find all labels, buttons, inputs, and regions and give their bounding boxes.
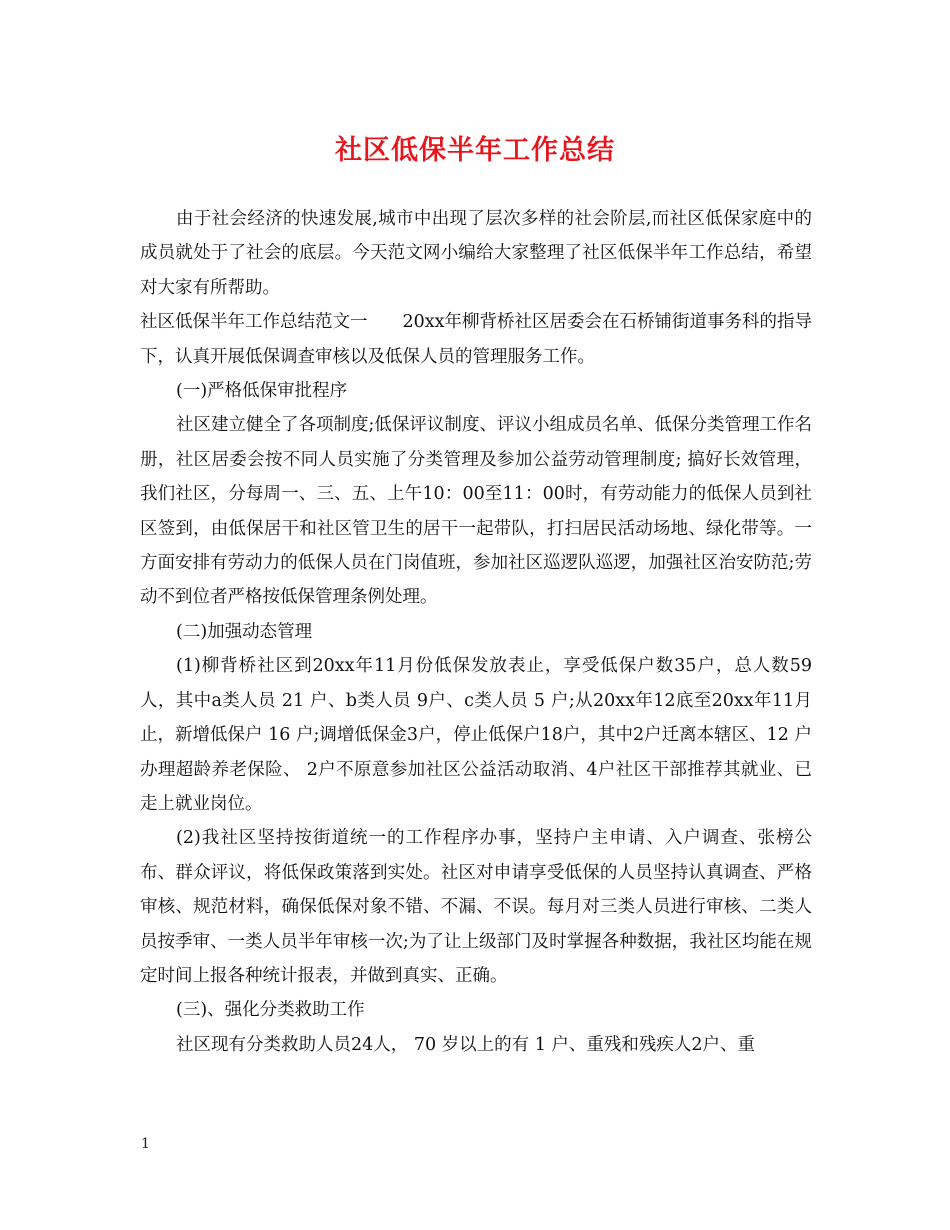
paragraph-intro: 由于社会经济的快速发展,城市中出现了层次多样的社会阶层,而社区低保家庭中的成员就处于了社会的底层。今天范文网小编给大家整理了社区低保半年工作总结，希望对大家有所帮助。 [140, 209, 812, 298]
paragraph-dynamic-1: (1)柳背桥社区到20xx年11月份低保发放表止，享受低保户数35户，总人数59人，其中a类人员 21 户、b类人员 9户、c类人员 5 户;从20xx年12底至20xx年11月止，新增低保户 16 户;调增低保金3户，停止低保户18户，其中2户迁离本辖区、12 户办理超龄养老保险、 2户不原意参加社区公益活动取消、4户社区干部推荐其就业、已走上就业岗位。 [140, 656, 812, 814]
page-title: 社区低保半年工作总结 [335, 135, 615, 166]
paragraph-assistance: 社区现有分类救助人员24人， 70 岁以上的有 1 户、重残和残疾人2户、重 [176, 1034, 756, 1055]
page-number: 1 [141, 1136, 150, 1152]
document-body [140, 202, 812, 1062]
section-heading-assistance: (三)、强化分类救助工作 [176, 1000, 365, 1021]
section-heading-approval: (一)严格低保审批程序 [176, 381, 348, 402]
section-heading-dynamic: (二)加强动态管理 [176, 621, 313, 642]
paragraph-sample-heading: 社区低保半年工作总结范文一 20xx年柳背桥社区居委会在石桥铺街道事务科的指导下，认真开展低保调查审核以及低保人员的管理服务工作。 [140, 312, 813, 367]
paragraph-dynamic-2: (2)我社区坚持按街道统一的工作程序办事，坚持户主申请、入户调查、张榜公布、群众评议，将低保政策落到实处。社区对申请享受低保的人员坚持认真调查、严格审核、规范材料，确保低保对象不错、不漏、不误。每月对三类人员进行审核、二类人员按季审、一类人员半年审核一次;为了让上级部门及时掌握各种数据，我社区均能在规定时间上报各种统计报表，并做到真实、正确。 [140, 828, 812, 986]
paragraph-approval: 社区建立健全了各项制度;低保评议制度、评议小组成员名单、低保分类管理工作名册，社区居委会按不同人员实施了分类管理及参加公益劳动管理制度; 搞好长效管理，我们社区，分每周一、三、五、上午10：00至11：00时，有劳动能力的低保人员到社区签到，由低保居干和社区管卫生的居干一起带队，打扫居民活动场地、绿化带等。一方面安排有劳动力的低保人员在门岗值班，参加社区巡逻队巡逻，加强社区治安防范;劳动不到位者严格按低保管理条例处理。 [140, 415, 812, 608]
